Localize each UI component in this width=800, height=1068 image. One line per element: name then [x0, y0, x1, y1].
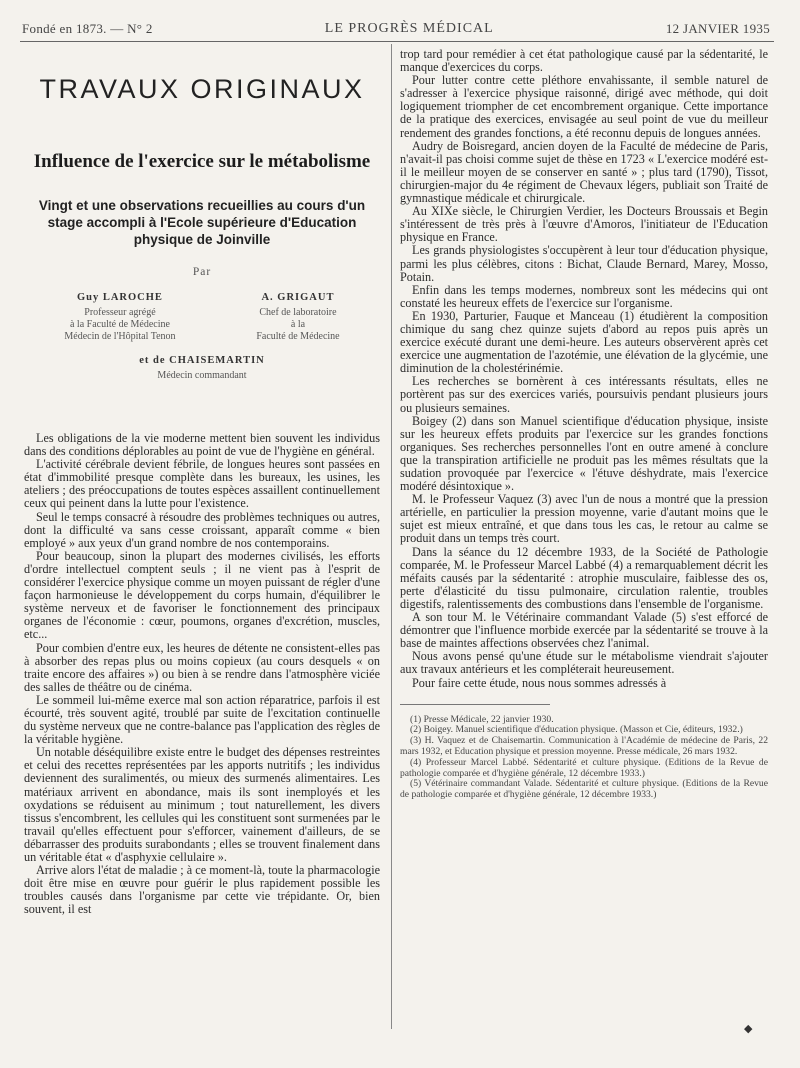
footnote: (5) Vétérinaire commandant Valade. Sédentarité et culture physique. (Editions de la Revue de pathologie comparée et d'hygiène générale, 12 décembre 1933.) — [400, 778, 768, 801]
paragraph: M. le Professeur Vaquez (3) avec l'un de nous a montré que la pression artérielle, en particulier la pression moyenne, varie d'autant moins que le sujet est mieux entraîné, et que dans tous les cas, le retour au calme se produit dans un temps très court. — [400, 492, 768, 546]
end-mark-icon: ◆ — [744, 1023, 753, 1035]
paragraph: Boigey (2) dans son Manuel scientifique d'éducation physique, insiste sur les heureux effets produits par l'exercice sur les grandes fonctions organiques. Ses recherches personnelles l'ont en outre amené à conclure que la transpiration artificielle ne produit pas les mêmes résultats que la sudation provoquée par l'exercice « l'étuve déshydrate, mais l'exercice modéré désintoxique ». — [400, 413, 768, 494]
author-title: Professeur agrégé — [84, 307, 156, 318]
author-name: A. GRIGAUT — [261, 292, 335, 303]
paragraph: Arrive alors l'état de maladie ; à ce moment-là, toute la pharmacologie doit être mise en œuvre pour guérir le plus rapidement possible les troubles causés dans l'organisme par cette vie trépidante. Or, bien souvent, il est — [24, 863, 380, 917]
paragraph: Les obligations de la vie moderne mettent bien souvent les individus dans des conditions déplorables au point de vue de l'hygiène en général. — [24, 431, 380, 459]
left-column — [24, 48, 380, 916]
running-header — [22, 18, 770, 40]
paragraph: Dans la séance du 12 décembre 1933, de la Société de Pathologie comparée, M. le Professeur Marcel Labbé (4) a remarquablement décrit les méfaits causés par la sédentarité : atrophie musculaire, faiblesse des os, perte d'élasticité du tissu pulmonaire, circulation ralentie, troubles digestifs, ralentissements des combustions dans l'ensemble de l'organisme. — [400, 544, 768, 611]
paragraph: Un notable déséquilibre existe entre le budget des dépenses restreintes et celui des recettes représentées par les apports nutritifs ; les individus deviennent des suralimentés, ou mieux des surmenés alimentaires. Les matériaux arrivent en abondance, mais ils sont inemployés et les oxydations se réduisent au minimum ; tout naturellement, les divers tissus s'encombrent, les cellules qui les constituent sont surmenées par le travail qu'elles effectuent pour s'efforcer, vainement d'ailleurs, de se débarrasser des produits surabondants ; elles se trouvent finalement dans un véritable état « d'asphyxie cellulaire ». — [24, 745, 380, 864]
paragraph: Les grands physiologistes s'occupèrent à leur tour d'éducation physique, parmi les plus célèbres, citons : Bichat, Claude Bernard, Marey, Mosso, Potain. — [400, 243, 768, 284]
author-title: à la Faculté de Médecine — [69, 319, 170, 330]
issue-date: 12 JANVIER 1935 — [665, 21, 770, 36]
authors — [24, 292, 380, 343]
right-body — [400, 48, 768, 690]
journal-name: LE PROGRÈS MÉDICAL — [324, 21, 494, 36]
author-block — [64, 292, 175, 343]
paragraph: Pour lutter contre cette pléthore envahissante, il semble naturel de s'adresser à l'exercice physique raisonné, dirigé avec méthode, qui doit logiquement triompher de cet encombrement organique. Cette importance de la pratique des exercices, envisagée au seul point de vue du meilleur rendement des grandes fonctions, a été reconnu depuis de longues années. — [400, 73, 768, 140]
footnote: (3) H. Vaquez et de Chaisemartin. Communication à l'Académie de médecine de Paris, 22 mars 1932, et Education physique et pression moyenne. Presse médicale, 26 mars 1932. — [400, 735, 768, 757]
paragraph: Seul le temps consacré à résoudre des problèmes techniques ou autres, dont la difficulté va sans cesse croissant, apparaît comme « bien employé » aux yeux d'un grand nombre de nos contemporains. — [24, 509, 380, 550]
paragraph: Pour combien d'entre eux, les heures de détente ne consistent-elles pas à absorber des repas plus ou moins copieux (au cours desquels « on traite encore des affaires ») ou bien à se rendre dans l'atmosphère viciée des salles de théâtre ou de cinéma. — [24, 640, 380, 694]
paragraph: Nous avons pensé qu'une étude sur le métabolisme viendrait s'ajouter aux travaux antérieurs et les compléterait heureusement. — [400, 649, 768, 677]
section-title: TRAVAUX ORIGINAUX — [39, 74, 365, 104]
header-founded: Fondé en 1873. — N° 2 — [22, 21, 153, 36]
footnotes — [400, 715, 768, 801]
right-column — [400, 48, 768, 801]
footnote: (2) Boigey. Manuel scientifique d'éducation physique. (Masson et Cie, éditeurs, 1932.) — [410, 724, 743, 736]
third-author — [24, 355, 380, 382]
third-author-prefix: et de — [139, 355, 166, 366]
by-line: Par — [192, 266, 212, 278]
left-body — [24, 432, 380, 916]
footnote-rule — [400, 704, 550, 705]
column-rule — [391, 44, 392, 1029]
author-name: Guy LAROCHE — [76, 292, 163, 303]
paragraph: L'activité cérébrale devient fébrile, de longues heures sont passées en état d'immobilité presque complète dans les bureaux, les usines, les ateliers ; des préoccupations de toutes espèces assaillent continuellement ceux qui peinent dans la lutte pour l'existence. — [24, 457, 380, 511]
paragraph: En 1930, Parturier, Fauque et Manceau (1) étudièrent la composition chimique du sang chez quinze sujets d'abord au repos puis après un exercice exécuté durant une demi-heure. Les auteurs observèrent après cet exercice une augmentation de l'azotémie, une élévation de la glycémie, une diminution de la cholestérinémie. — [400, 308, 768, 376]
article-title: Influence de l'exercice sur le métabolisme — [33, 151, 371, 172]
author-block — [256, 292, 339, 343]
author-title: Chef de laboratoire — [259, 307, 337, 318]
paragraph: Pour beaucoup, sinon la plupart des modernes civilisés, les efforts d'ordre intellectuel comptent seuls ; il ne vient pas à l'esprit de considérer l'exercice physique comme un moyen puissant de régler d'une façon harmonieuse le développement du corps humain, d'équilibrer le système nerveux et de favoriser le fonctionnement des principaux organes de l'économie : cœur, poumons, organes d'excrétion, muscles, etc... — [24, 548, 380, 642]
paragraph: Enfin dans les temps modernes, nombreux sont les médecins qui ont constaté les heureux effets de l'exercice sur l'organisme. — [400, 282, 768, 310]
author-title: Faculté de Médecine — [256, 331, 340, 342]
footnote: (1) Presse Médicale, 22 janvier 1930. — [410, 713, 554, 725]
paragraph: Les recherches se bornèrent à ces intéressants résultats, elles ne portèrent pas sur des exercices variés, poursuivis pendant plusieurs jours ou plusieurs semaines. — [400, 374, 768, 415]
author-name: CHAISEMARTIN — [169, 355, 265, 366]
author-title: à la — [290, 319, 306, 330]
author-title: Médecin commandant — [157, 370, 247, 381]
paragraph: A son tour M. le Vétérinaire commandant Valade (5) s'est efforcé de démontrer que l'influence morbide exercée par la sédentarité se trouve à la base de maintes affections observées chez l'animal. — [400, 610, 768, 651]
paragraph: Audry de Boisregard, ancien doyen de la Faculté de médecine de Paris, n'avait-il pas choisi comme sujet de thèse en 1723 « L'exercice modéré est-il le meilleur moyen de se conserver en santé » ; plus tard (1790), Tissot, chirurgien-major du 4e régiment de Chevaux légers, publiait son Traité de gymnastique médicale et chirurgicale. — [400, 138, 768, 206]
article-subtitle: Vingt et une observations recueillies au cours d'un stage accompli à l'Ecole supérieure d'Education physique de Joinville — [38, 198, 366, 247]
paragraph: Le sommeil lui-même exerce mal son action réparatrice, parfois il est écourté, très souvent agité, troublé par suite de l'excitation continuelle du système nerveux que ne contre-balance pas l'application des règles de la véritable hygiène. — [24, 692, 380, 747]
paragraph: Au XIXe siècle, le Chirurgien Verdier, les Docteurs Broussais et Begin s'intéressent de très près à l'œuvre d'Amoros, l'initiateur de l'Education physique en France. — [400, 204, 768, 245]
paragraph: trop tard pour remédier à cet état pathologique causé par la sédentarité, le manque d'exercices du corps. — [400, 47, 768, 75]
header-rule — [20, 41, 774, 42]
author-title: Médecin de l'Hôpital Tenon — [64, 331, 176, 342]
paragraph: Pour faire cette étude, nous nous sommes adressés à — [412, 675, 667, 690]
footnote: (4) Professeur Marcel Labbé. Sédentarité et culture physique. (Editions de la Revue de pathologie comparée et d'hygiène générale, 12 décembre 1933.) — [400, 756, 768, 779]
